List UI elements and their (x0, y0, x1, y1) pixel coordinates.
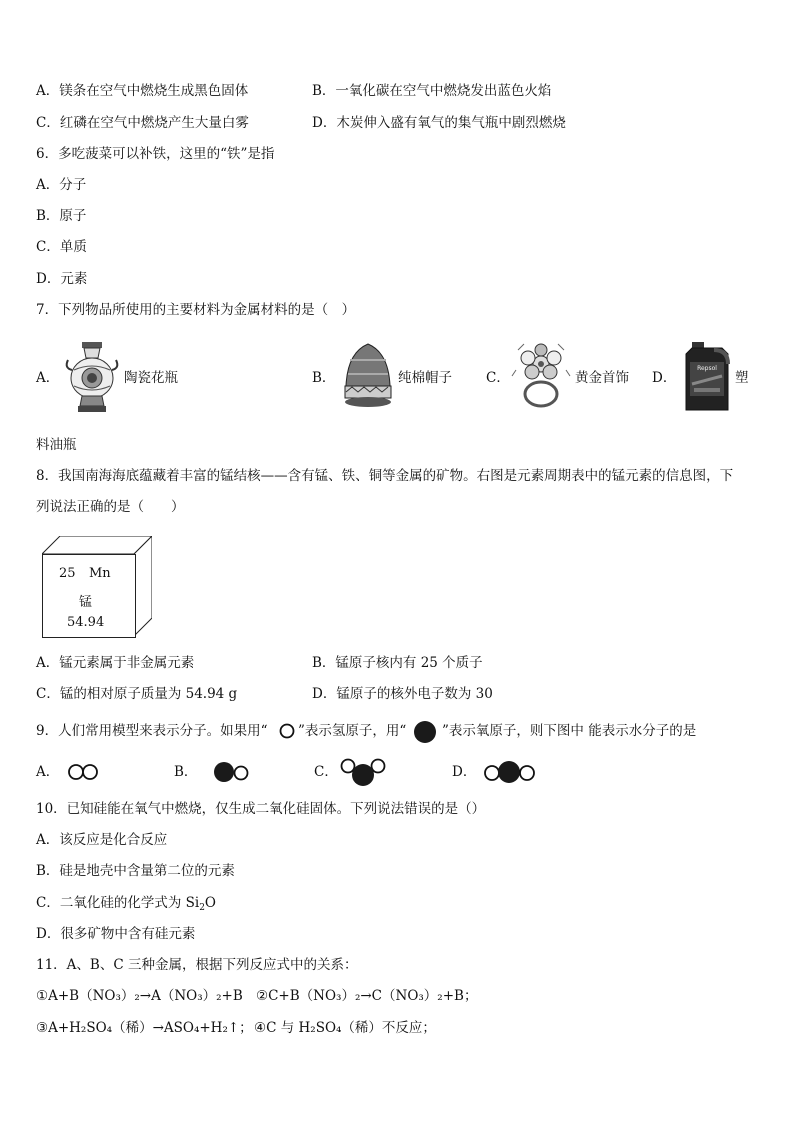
q10-option-c-subscript: 2 (199, 903, 205, 913)
q10-option-d: D．很多矿物中含有硅元素 (36, 926, 196, 942)
q7-option-a-label: 陶瓷花瓶 (124, 370, 178, 386)
q6-option-b: B．原子 (36, 208, 87, 224)
q7-option-d-letter: D． (652, 370, 677, 386)
q8-option-c: C．锰的相对原子质量为 54.94 g (36, 686, 238, 702)
bottle-brand-text: Repsol (697, 365, 717, 372)
q10-option-c-prefix: C．二氧化硅的化学式为 Si (36, 895, 200, 911)
q8-stem-line1: 8．我国南海海底蕴藏着丰富的锰结核——含有锰、铁、铜等金属的矿物。右图是元素周期表中的锰元素的信息图，下 (36, 468, 734, 484)
cotton-hat-image (340, 340, 396, 410)
q11-reaction-2: ②C+B（NO₃）₂→C（NO₃）₂+B； (256, 988, 478, 1004)
ho-molecule-icon (210, 760, 252, 784)
element-atomic-mass: 54.94 (67, 615, 105, 630)
hydrogen-atom-icon (278, 723, 296, 739)
q7-option-d-label: 塑 (735, 370, 749, 386)
q7-option-d-label-cont: 料油瓶 (36, 437, 77, 453)
q9-stem-part3: ”表示氧原子，则下图中 能表示水分子的是 (442, 723, 697, 739)
q11-stem: 11．A、B、C 三种金属，根据下列反应式中的关系： (36, 957, 358, 973)
q8-option-a: A．锰元素属于非金属元素 (36, 655, 195, 671)
q7-option-b-letter: B． (312, 370, 336, 386)
q5-option-d: D．木炭伸入盛有氧气的集气瓶中剧烈燃烧 (312, 115, 566, 131)
q7-option-c-letter: C． (486, 370, 510, 386)
q6-stem: 6．多吃菠菜可以补铁，这里的“铁”是指 (36, 146, 275, 162)
q9-stem-part1: 9．人们常用模型来表示分子。如果用“ (36, 723, 268, 739)
q9-option-d-letter: D． (452, 764, 477, 780)
h2-molecule-icon (66, 763, 102, 781)
q10-option-a: A．该反应是化合反应 (36, 832, 168, 848)
q5-option-a: A．镁条在空气中燃烧生成黑色固体 (36, 83, 249, 99)
q11-reaction-1: ①A+B（NO₃）₂→A（NO₃）₂+B (36, 988, 243, 1004)
water-molecule-bent-icon (338, 756, 390, 788)
q5-option-c: C．红磷在空气中燃烧产生大量白雾 (36, 115, 249, 131)
gold-jewelry-image (510, 340, 572, 412)
element-atomic-number: 25 (59, 566, 76, 581)
water-molecule-linear-icon (482, 759, 538, 785)
q10-option-c-suffix: O (204, 895, 216, 911)
q8-option-b: B．锰原子核内有 25 个质子 (312, 655, 483, 671)
q6-option-a: A．分子 (36, 177, 87, 193)
q7-stem: 7．下列物品所使用的主要材料为金属材料的是（ ） (36, 302, 356, 318)
plastic-oil-bottle-image (682, 340, 732, 412)
q5-option-b: B．一氧化碳在空气中燃烧发出蓝色火焰 (312, 83, 552, 99)
ceramic-vase-image (62, 340, 122, 414)
q10-stem: 10．已知硅能在氧气中燃烧，仅生成二氧化硅固体。下列说法错误的是（） (36, 801, 486, 817)
q7-option-b-label: 纯棉帽子 (398, 370, 452, 386)
q6-option-c: C．单质 (36, 239, 87, 255)
q11-reaction-3: ③A+H₂SO₄（稀）→ASO₄+H₂↑； (36, 1020, 253, 1036)
q10-option-c (36, 894, 216, 917)
q7-option-a-letter: A． (36, 370, 60, 386)
q6-option-d: D．元素 (36, 271, 88, 287)
q9-option-b-letter: B． (174, 764, 198, 780)
q8-option-d: D．锰原子的核外电子数为 30 (312, 686, 493, 702)
element-symbol: Mn (89, 566, 111, 581)
element-info-card (42, 554, 136, 638)
q7-option-c-label: 黄金首饰 (575, 370, 629, 386)
q9-option-c-letter: C． (314, 764, 338, 780)
element-name: 锰 (79, 595, 93, 610)
q9-stem-part2: ”表示氢原子，用“ (298, 723, 407, 739)
q9-option-a-letter: A． (36, 764, 60, 780)
q8-stem-line2: 列说法正确的是（ ） (36, 499, 185, 515)
oxygen-atom-icon (412, 719, 438, 745)
q10-option-b: B．硅是地壳中含量第二位的元素 (36, 863, 235, 879)
q11-reaction-4: ④C 与 H₂SO₄（稀）不反应； (254, 1020, 436, 1036)
